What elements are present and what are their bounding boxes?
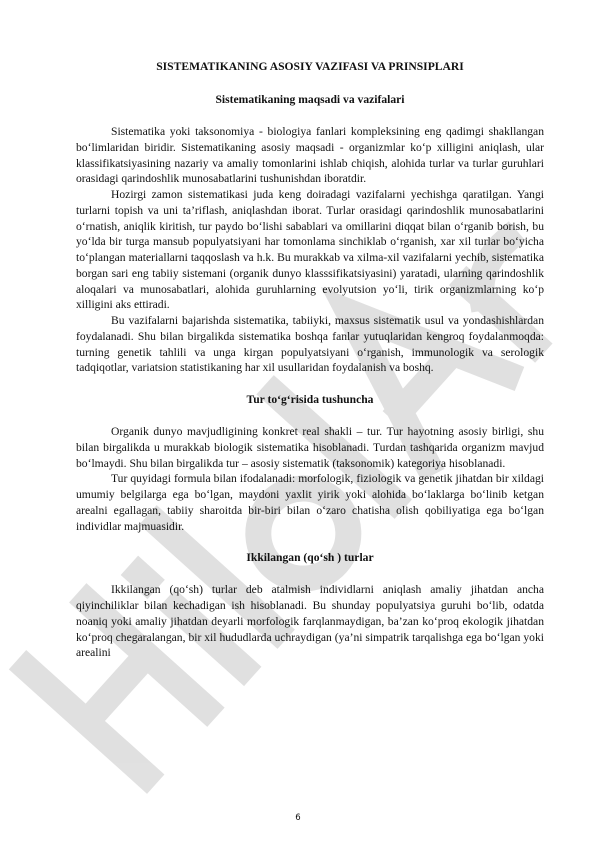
paragraph: Organik dunyo mavjudligining konkret real shakli – tur. Tur hayotning asosiy birligi, shu bilan birgalikda u murakkab biologik sistematika hisoblanadi. Turdan tashqarida organizm mavjud bo‘lmaydi. Shu bilan birgalikda tur – asosiy sistematik (taksonomik) kategoriya hisoblanadi. — [76, 425, 544, 470]
paragraph: Sistematika yoki taksonomiya - biologiya fanlari kompleksining eng qadimgi shakllangan bo‘limlaridan biridir. Sistematikaning asosiy maqsadi - organizmlar ko‘p xilligini aniqlash, ular klassifikatsiyasining nazariy va amaliy tomonlarini ishlab chiqish, alohida turlar va turlar guruhlari orasidagi qarindoshlik munosabatlarini tushunishdan iboratdir. — [76, 125, 544, 186]
section-heading-tur: Tur to‘g‘risida tushuncha — [246, 393, 374, 406]
document-subtitle: Sistematikaning maqsadi va vazifalari — [215, 93, 405, 106]
page-number: 6 — [295, 813, 301, 823]
paragraph: Hozirgi zamon sistematikasi juda keng doiradagi vazifalarni yechishga qaratilgan. Yangi turlarni topish va uni ta’riflash, aniqlashdan iborat. Turlar orasidagi qarindoshlik munosabatlarini o‘rnatish, aniqlik kiritish, tur paydo bo‘lishi sabablari va omillarini diqqat bilan o‘rganib borish, bu yo‘lda bir turga mansub populyatsiyani har tomonlama sinchiklab o‘rganish, xar xil turlar bo‘yicha to‘plangan materiallarni taqqoslash va h.k. Bu murakkab va xilma-xil vazifalarni yechib, sistematika borgan sari eng tabiiy sistemani (organik dunyo klasssifikatsiyasini) yaratadi, ularning qarindoshlik aloqalari va munosabatlari, alohida guruhlarning evolyutsion yo‘li, tirik organizmlarning ko‘p xilligini aks ettiradi. — [76, 188, 544, 312]
document-title: SISTEMATIKANING ASOSIY VAZIFASI VA PRINSIPLARI — [156, 60, 464, 73]
document-body — [76, 60, 544, 661]
section-heading-ikkilangan: Ikkilangan (qo‘sh ) turlar — [246, 551, 374, 565]
paragraph: Bu vazifalarni bajarishda sistematika, tabiiyki, maxsus sistematik usul va yondashishlardan foydalanadi. Shu bilan birgalikda sistematika boshqa fanlar yutuqlaridan kengroq foydalanmoqda: turning genetik tahlili va unga kirgan populyatsiyani o‘rganish, immunologik va serologik tadqiqotlar, variatsion statistikaning har xil usullaridan foydalanish va boshq. — [76, 314, 544, 375]
paragraph: Tur quyidagi formula bilan ifodalanadi: morfologik, fiziologik va genetik jihatdan bir xildagi umumiy belgilarga ega bo‘lgan, maydoni yaxlit yirik yoki alohida bo‘laklarga bo‘linib ketgan arealni egallagan, tabiiy sharoitda bir-biri bilan o‘zaro chatisha olish qobiliyatiga ega bo‘lgan individlar majmuasidir. — [76, 472, 544, 533]
paragraph: Ikkilangan (qo‘sh) turlar deb atalmish individlarni aniqlash amaliy jihatdan ancha qiyinchiliklar bilan kechadigan ish hisoblanadi. Bu shunday populyatsiya guruhi bo‘lib, odatda noaniq yoki amaliy jihatdan deyarli morfologik farqlanmaydigan, ba’zan ko‘proq ekologik jihatdan ko‘proq chegaralangan, bir xil hududlarda uchraydigan (ya’ni simpatrik tarqalishga ega bo‘lgan yoki arealini — [76, 583, 544, 660]
